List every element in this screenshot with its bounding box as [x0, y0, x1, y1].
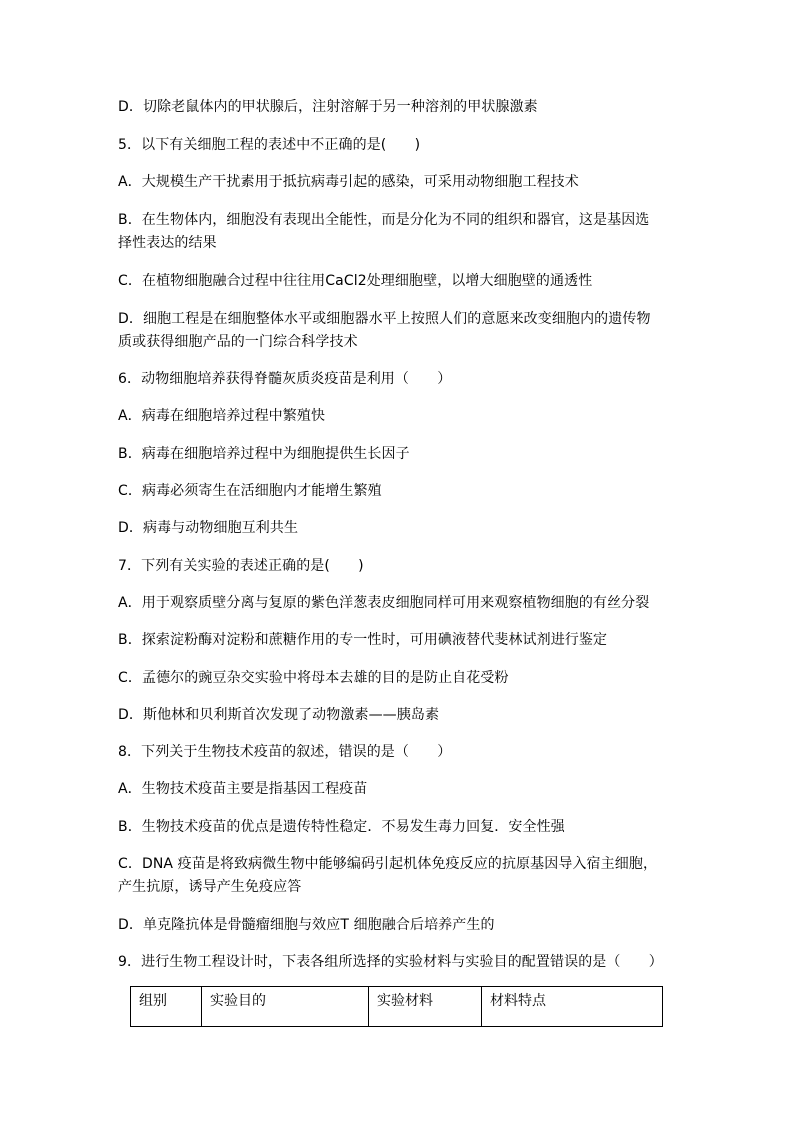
question-7: 7．下列有关实验的表述正确的是( )	[118, 558, 364, 574]
table-header-cell: 实验目的	[202, 987, 369, 1027]
option-7a: A．用于观察质壁分离与复原的紫色洋葱表皮细胞同样可用来观察植物细胞的有丝分裂	[118, 595, 650, 611]
table-header-cell: 材料特点	[482, 987, 663, 1027]
option-6b: B．病毒在细胞培养过程中为细胞提供生长因子	[118, 446, 410, 462]
option-6d: D．病毒与动物细胞互利共生	[118, 520, 299, 536]
option-5a: A．大规模生产干扰素用于抵抗病毒引起的感染，可采用动物细胞工程技术	[118, 174, 579, 190]
table-header-cell: 实验材料	[369, 987, 482, 1027]
question-6: 6．动物细胞培养获得脊髓灰质炎疫苗是利用（ ）	[118, 371, 452, 387]
question-8: 8．下列关于生物技术疫苗的叙述，错误的是（ ）	[118, 744, 452, 760]
option-5d: D．细胞工程是在细胞整体水平或细胞器水平上按照人们的意愿来改变细胞内的遗传物	[118, 311, 651, 327]
question-5: 5．以下有关细胞工程的表述中不正确的是( )	[118, 137, 421, 153]
option-8b: B．生物技术疫苗的优点是遗传特性稳定．不易发生毒力回复．安全性强	[118, 819, 565, 835]
option-5b-cont: 择性表达的结果	[118, 235, 217, 251]
question-9: 9．进行生物工程设计时，下表各组所选择的实验材料与实验目的配置错误的是（ ）	[118, 954, 663, 970]
option-7b: B．探索淀粉酶对淀粉和蔗糖作用的专一性时，可用碘液替代斐林试剂进行鉴定	[118, 632, 608, 648]
data-table	[130, 986, 663, 1027]
option-5d-cont: 质或获得细胞产品的一门综合科学技术	[118, 334, 358, 350]
option-6c: C．病毒必须寄生在活细胞内才能增生繁殖	[118, 483, 382, 499]
option-6a: A．病毒在细胞培养过程中繁殖快	[118, 408, 326, 424]
table-header-row	[131, 987, 663, 1027]
option-7c: C．孟德尔的豌豆杂交实验中将母本去雄的目的是防止自花受粉	[118, 670, 509, 686]
option-8c: C．DNA 疫苗是将致病微生物中能够编码引起机体免疫反应的抗原基因导入宿主细胞，	[118, 856, 658, 872]
option-8a: A．生物技术疫苗主要是指基因工程疫苗	[118, 781, 368, 797]
option-8c-cont: 产生抗原，诱导产生免疫应答	[118, 879, 302, 895]
option-5c: C．在植物细胞融合过程中往往用CaCl2处理细胞壁，以增大细胞壁的通透性	[118, 273, 593, 289]
option-8d: D．单克隆抗体是骨髓瘤细胞与效应T 细胞融合后培养产生的	[118, 917, 495, 933]
text-line: D．切除老鼠体内的甲状腺后，注射溶解于另一种溶剂的甲状腺激素	[118, 99, 538, 115]
option-7d: D．斯他林和贝利斯首次发现了动物激素——胰岛素	[118, 707, 440, 723]
table-header-cell: 组别	[131, 987, 202, 1027]
option-5b: B．在生物体内，细胞没有表现出全能性，而是分化为不同的组织和器官，这是基因选	[118, 212, 650, 228]
